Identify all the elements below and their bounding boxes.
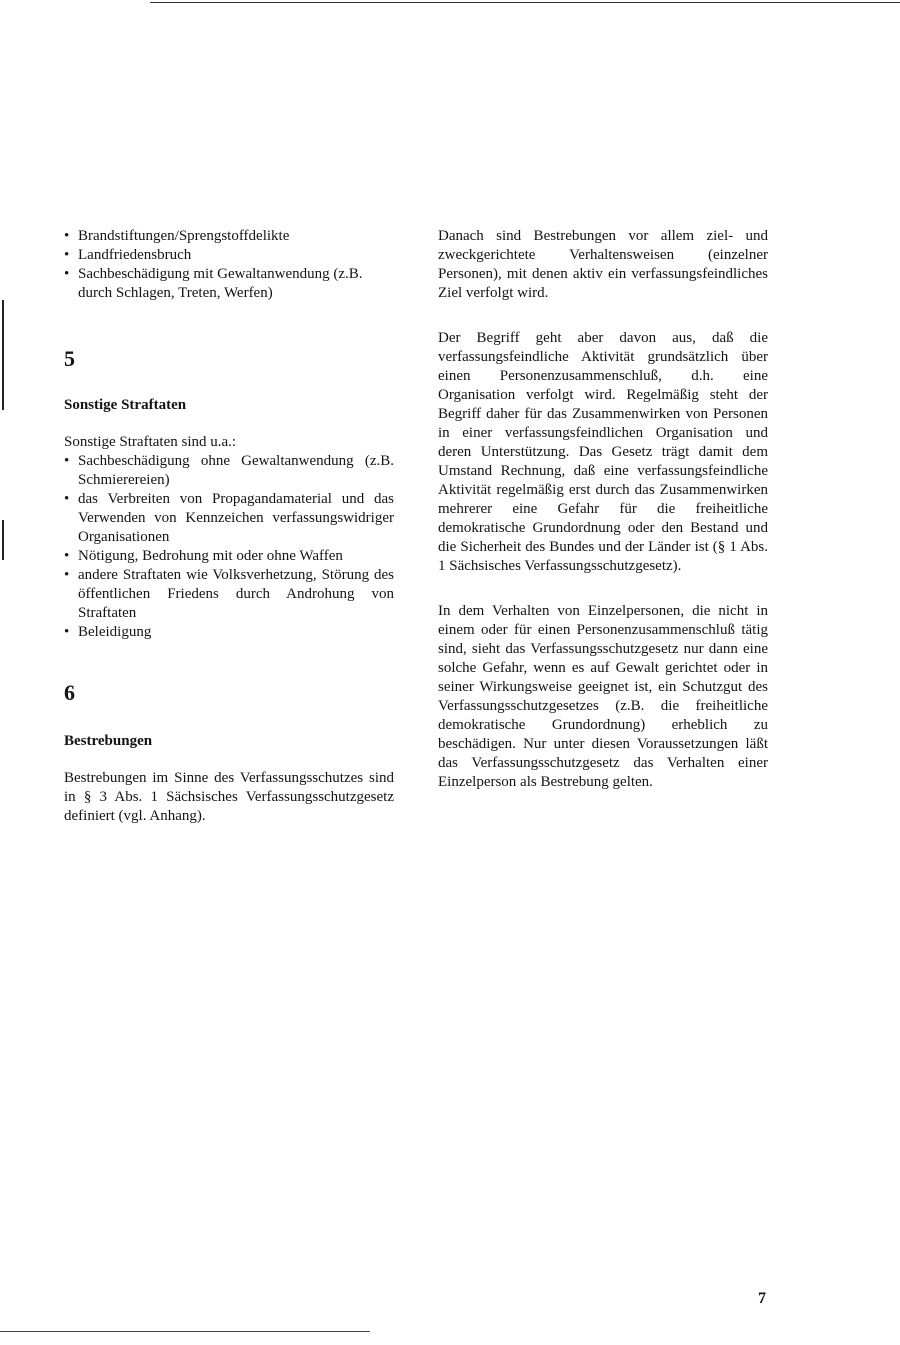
- section-number: 5: [64, 346, 75, 371]
- list-item: • Landfriedensbruch: [64, 246, 394, 265]
- section-title: Sonstige Straftaten: [64, 397, 187, 413]
- body-paragraph: Danach sind Bestrebungen vor allem ziel- und zweckgerichtete Verhaltensweisen (einzelner Personen), mit denen aktiv ein verfassungsfeindliches Ziel verfolgt wird.: [438, 228, 768, 301]
- list-item: • Sachbeschädigung ohne Gewaltanwendung (z.B. Schmierereien): [64, 452, 394, 490]
- list-item: • Nötigung, Bedrohung mit oder ohne Waffen: [64, 547, 394, 566]
- section-paragraph: Bestrebungen im Sinne des Verfassungsschutzes sind in § 3 Abs. 1 Sächsisches Verfassungsschutzgesetz definiert (vgl. Anhang).: [64, 770, 394, 824]
- offense-list-other: [64, 452, 394, 642]
- body-paragraph: Der Begriff geht aber davon aus, daß die verfassungsfeindliche Aktivität grundsätzlich über einen Personenzusammenschluß, d.h. eine Organisation verfolgt wird. Regelmäßig steht der Begriff daher für das Zusammenwirken von Personen in einer verfassungsfeindlichen Organisation und deren Unterstützung. Das Gesetz trägt damit dem Umstand Rechnung, daß eine verfassungsfeindliche Aktivität regelmäßig erst durch das Zusammenwirken mehrerer eine Gefahr für die freiheitliche demokratische Grundordnung oder den Bestand und die Sicherheit des Bundes und der Länder ist (§ 1 Abs. 1 Sächsisches Verfassungsschutzgesetz).: [438, 330, 768, 574]
- scan-edge-bottom: [0, 1331, 370, 1332]
- scan-edge-left-mark: [2, 520, 4, 560]
- left-column: [64, 227, 394, 826]
- right-column: [438, 227, 768, 792]
- list-item: • das Verbreiten von Propagandamaterial und das Verwenden von Kennzeichen verfassungswidriger Organisationen: [64, 490, 394, 547]
- body-paragraph: In dem Verhalten von Einzelpersonen, die nicht in einem oder für einen Personenzusammenschluß tätig sind, sieht das Verfassungsschutzgesetz nur dann eine solche Gefahr, wenn es auf Gewalt gerichtet oder in seiner Wirkungsweise geeignet ist, ein Schutzgut des Verfassungsschutzgesetzes (z.B. die freiheitliche demokratische Grundordnung) erheblich zu beschädigen. Nur unter diesen Voraussetzungen läßt das Verfassungsschutzgesetz das Verhalten einer Einzelperson als Bestrebung gelten.: [438, 603, 768, 790]
- list-item: • andere Straftaten wie Volksverhetzung, Störung des öffentlichen Friedens durch Androhung von Straftaten: [64, 566, 394, 623]
- list-item: • Beleidigung: [64, 623, 394, 642]
- list-item: • Brandstiftungen/Sprengstoffdelikte: [64, 227, 394, 246]
- section-number: 6: [64, 680, 75, 705]
- page-number: 7: [758, 1290, 766, 1307]
- list-item: • Sachbeschädigung mit Gewaltanwendung (z.B. durch Schlagen, Treten, Werfen): [64, 265, 394, 303]
- offense-list-top: [64, 227, 394, 303]
- section-title: Bestrebungen: [64, 733, 153, 749]
- section-intro: Sonstige Straftaten sind u.a.:: [64, 434, 237, 450]
- scan-edge-top: [150, 2, 900, 3]
- scan-edge-left-mark: [2, 300, 4, 410]
